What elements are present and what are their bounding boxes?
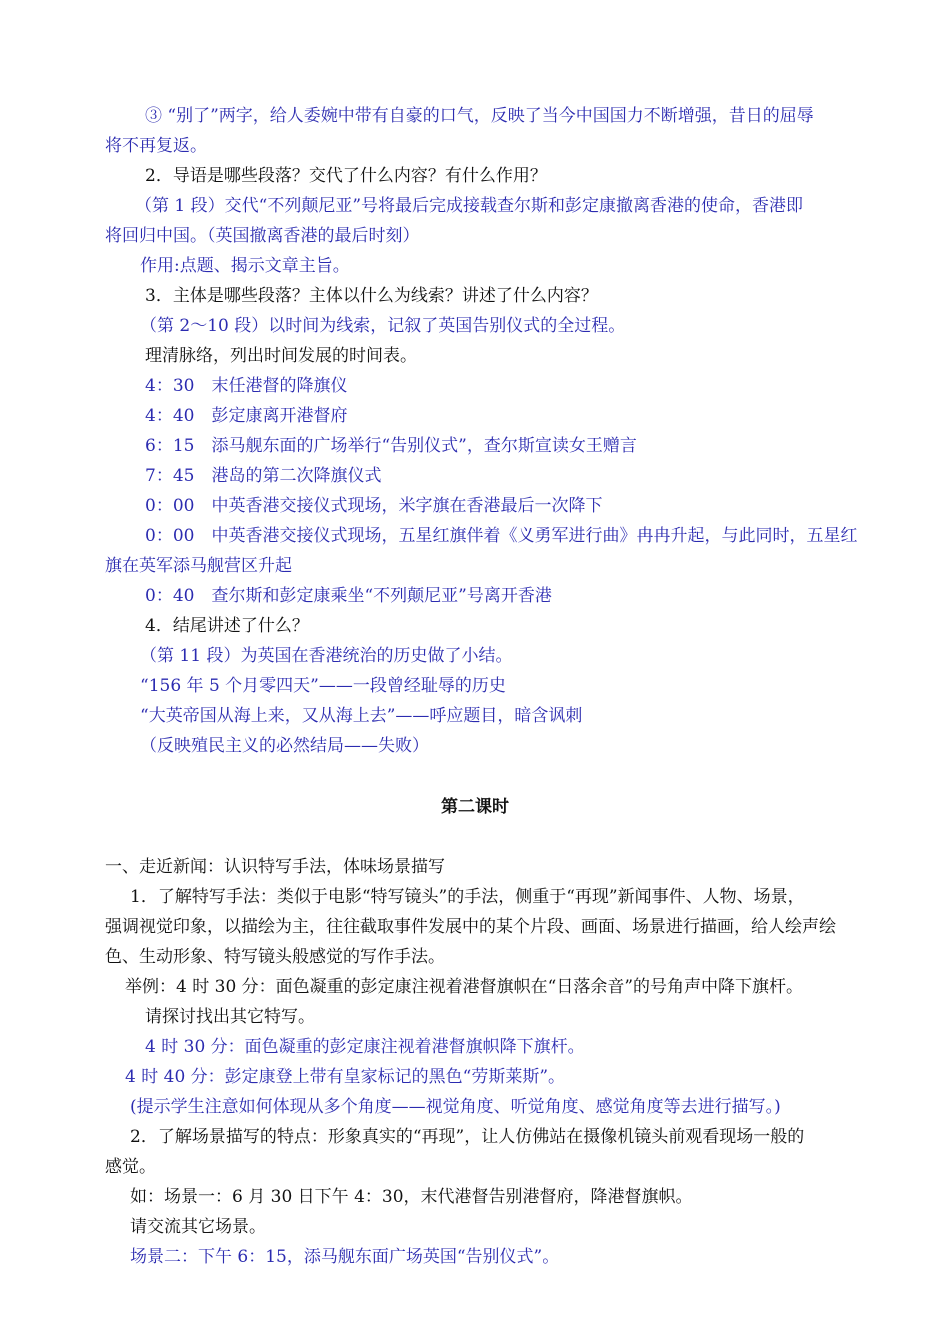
text-line: 将不再复返。 (105, 136, 207, 156)
text-line: （反映殖民主义的必然结局——失败） (140, 736, 429, 756)
text-line: 理清脉络，列出时间发展的时间表。 (145, 346, 417, 366)
text-line: 感觉。 (105, 1157, 156, 1177)
text-line: （第 11 段）为英国在香港统治的历史做了小结。 (140, 646, 513, 666)
text-line: 4：30 末任港督的降旗仪 (145, 376, 348, 396)
text-line: “156 年 5 个月零四天”——一段曾经耻辱的历史 (140, 676, 506, 696)
text-line: 强调视觉印象，以描绘为主，往往截取事件发展中的某个片段、画面、场景进行描画，给人绘声绘 (105, 917, 836, 937)
text-line: 将回归中国。（英国撤离香港的最后时刻） (105, 226, 420, 246)
text-line: 4．结尾讲述了什么？ (145, 616, 309, 636)
text-line: （第 2～10 段）以时间为线索，记叙了英国告别仪式的全过程。 (140, 316, 626, 336)
text-line: ③ “别了”两字，给人委婉中带有自豪的口气，反映了当今中国国力不断增强，昔日的屈辱 (145, 106, 814, 126)
section-title: 第二课时 (441, 797, 509, 817)
text-line: 旗在英军添马舰营区升起 (105, 556, 292, 576)
text-line: (提示学生注意如何体现从多个角度——视觉角度、听觉角度、感觉角度等去进行描写。) (130, 1097, 781, 1117)
text-line: 2．导语是哪些段落？交代了什么内容？有什么作用？ (145, 166, 547, 186)
text-line: 请探讨找出其它特写。 (145, 1007, 315, 1027)
text-line: 0：00 中英香港交接仪式现场，五星红旗伴着《义勇军进行曲》冉冉升起，与此同时，五星红 (145, 526, 858, 546)
text-line: 0：40 查尔斯和彭定康乘坐“不列颠尼亚”号离开香港 (145, 586, 552, 606)
text-line: 1．了解特写手法：类似于电影“特写镜头”的手法，侧重于“再现”新闻事件、人物、场景， (130, 887, 805, 907)
text-line: 色、生动形象、特写镜头般感觉的写作手法。 (105, 947, 445, 967)
text-line: 7：45 港岛的第二次降旗仪式 (145, 466, 382, 486)
text-line: 一、走近新闻：认识特写手法，体味场景描写 (105, 857, 445, 877)
text-line: 作用:点题、揭示文章主旨。 (140, 256, 350, 276)
text-line: 请交流其它场景。 (130, 1217, 266, 1237)
text-line: 3．主体是哪些段落？主体以什么为线索？讲述了什么内容？ (145, 286, 598, 306)
text-line: 2．了解场景描写的特点：形象真实的“再现”，让人仿佛站在摄像机镜头前观看现场一般的 (130, 1127, 805, 1147)
text-line: 0：00 中英香港交接仪式现场，米字旗在香港最后一次降下 (145, 496, 603, 516)
text-line: “大英帝国从海上来，又从海上去”——呼应题目，暗含讽刺 (140, 706, 583, 726)
text-line: 场景二：下午 6：15，添马舰东面广场英国“告别仪式”。 (130, 1247, 560, 1267)
text-line: （第 1 段）交代“不列颠尼亚”号将最后完成接载查尔斯和彭定康撤离香港的使命，香港即 (135, 196, 804, 216)
text-line: 4：40 彭定康离开港督府 (145, 406, 348, 426)
text-line: 4 时 30 分：面色凝重的彭定康注视着港督旗帜降下旗杆。 (145, 1037, 585, 1057)
text-line: 如：场景一：6 月 30 日下午 4：30，末代港督告别港督府，降港督旗帜。 (130, 1187, 693, 1207)
text-line: 6：15 添马舰东面的广场举行“告别仪式”，查尔斯宣读女王赠言 (145, 436, 637, 456)
text-line: 4 时 40 分：彭定康登上带有皇家标记的黑色“劳斯莱斯”。 (125, 1067, 566, 1087)
text-line: 举例：4 时 30 分：面色凝重的彭定康注视着港督旗帜在“日落余音”的号角声中降下旗杆。 (125, 977, 804, 997)
